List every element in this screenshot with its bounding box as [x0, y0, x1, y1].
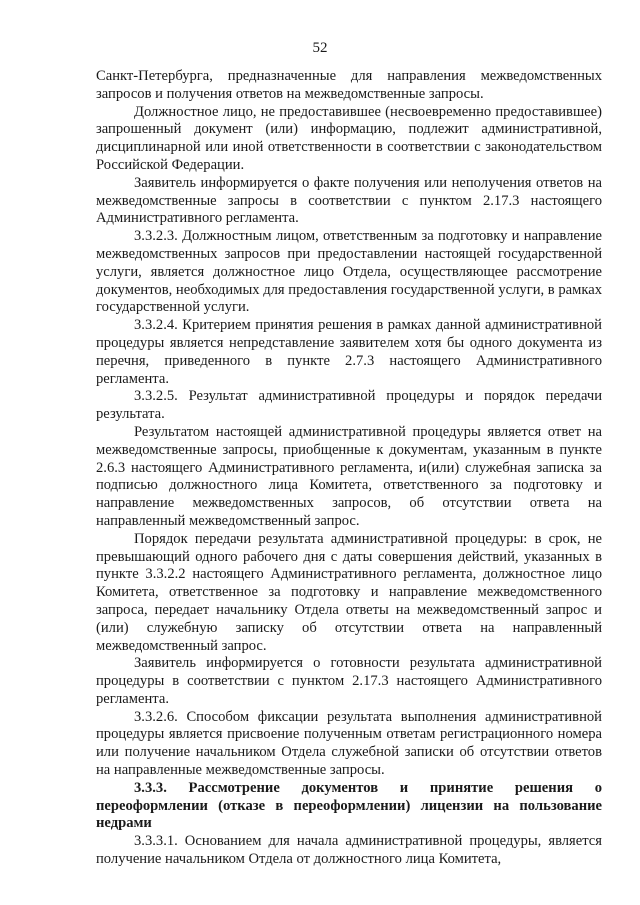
paragraph-3-3-3-1: 3.3.3.1. Основанием для начала административной процедуры, является получение начальником Отдела от должностного лица Комитета, — [96, 833, 602, 868]
document-body — [96, 68, 602, 869]
paragraph-3-3-2-4: 3.3.2.4. Критерием принятия решения в рамках данной административной процедуры является непредставление заявителем хотя бы одного документа из перечня, приведенного в пункте 2.7.3 настоящего Административного регламента. — [96, 317, 602, 387]
paragraph-3-3-2-3: 3.3.2.3. Должностным лицом, ответственным за подготовку и направление межведомственных запросов при предоставлении настоящей государственной услуги, является должностное лицо Отдела, осуществляющее рассмотрение документов, необходимых для предоставления государственной услуги, в рамках государственной услуги. — [96, 228, 602, 316]
paragraph-continuation: Санкт-Петербурга, предназначенные для направления межведомственных запросов и получения ответов на межведомственные запросы. — [96, 68, 602, 102]
paragraph-3-3-2-5: 3.3.2.5. Результат административной процедуры и порядок передачи результата. — [96, 388, 602, 423]
paragraph-readiness-informed: Заявитель информируется о готовности результата административной процедуры в соответствии с пунктом 2.17.3 настоящего Административного регламента. — [96, 655, 602, 707]
paragraph-procedure-result: Результатом настоящей административной процедуры является ответ на межведомственные запросы, приобщенные к документам, указанным в пункте 2.6.3 настоящего Административного регламента, и(или) служебная записка за подписью должностного лица Комитета, ответственного за подготовку и направление межведомственных запросов, об отсутствии ответа на направленный межведомственный запрос. — [96, 423, 602, 529]
paragraph-official-liability: Должностное лицо, не предоставившее (несвоевременно предоставившее) запрошенный документ (или) информацию, подлежит административной, дисциплинарной или иной ответственности в соответствии с законодательством Российской Федерации. — [96, 103, 602, 173]
paragraph-3-3-2-6: 3.3.2.6. Способом фиксации результата выполнения административной процедуры является присвоение полученным ответам регистрационного номера или получение начальником Отдела служебной записки об отсутствии ответов на направленные межведомственные запросы. — [96, 708, 602, 779]
page-number: 52 — [312, 40, 328, 56]
paragraph-transfer-order: Порядок передачи результата административной процедуры: в срок, не превышающий одного рабочего дня с даты совершения действий, указанных в пункте 3.3.2.2 настоящего Административного регламента, должностное лицо Комитета, ответственное за подготовку и направление межведомственного запроса, передает начальнику Отдела ответы на межведомственный запрос и (или) служебную записку об отсутствии ответа на направленный межведомственный запрос. — [96, 530, 602, 654]
paragraph-applicant-informed: Заявитель информируется о факте получения или неполучения ответов на межведомственные запросы в соответствии с пунктом 2.17.3 настоящего Административного регламента. — [96, 174, 602, 227]
section-heading-3-3-3: 3.3.3. Рассмотрение документов и принятие решения о переоформлении (отказе в переоформлении) лицензии на пользование недрами — [96, 779, 602, 832]
